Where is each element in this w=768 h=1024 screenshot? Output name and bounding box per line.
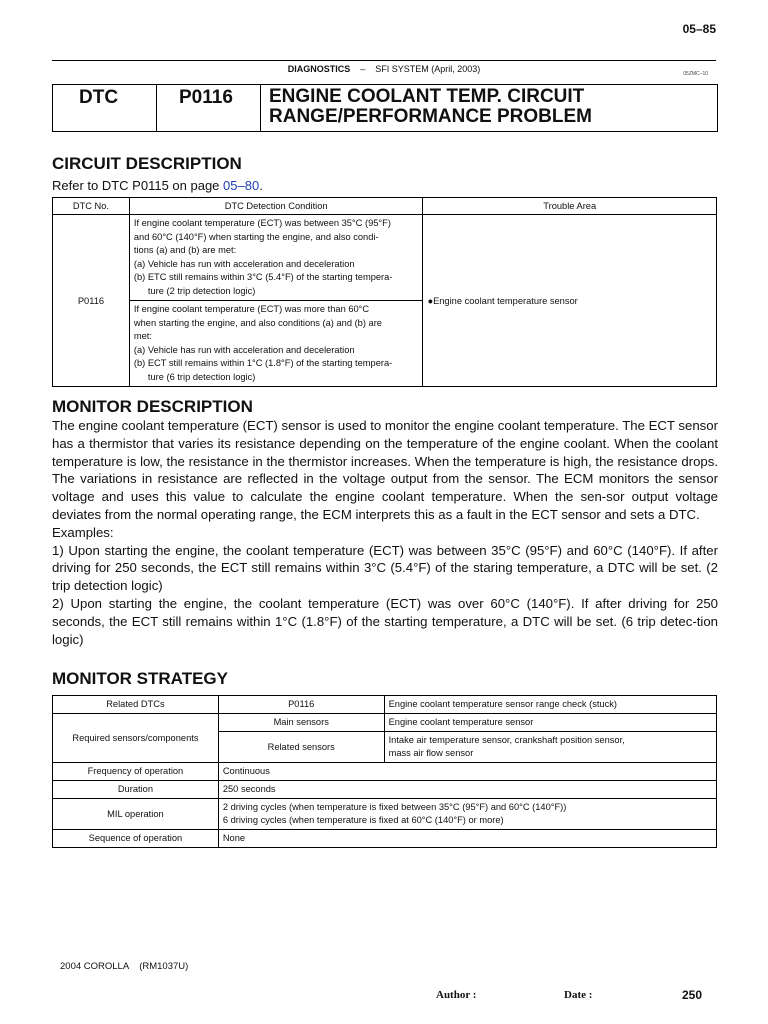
duration-value: 250 seconds xyxy=(218,781,716,799)
table-row xyxy=(53,714,717,732)
header-separator: – xyxy=(360,64,366,74)
monitor-strategy-heading: MONITOR STRATEGY xyxy=(52,669,228,688)
monitor-description-heading: MONITOR DESCRIPTION xyxy=(52,397,253,416)
dtc-number-cell: P0116 xyxy=(53,215,130,387)
example-1: 1) Upon starting the engine, the coolant temperature (ECT) was between 35°C (95°F) and 60°C (140°F). If after driving for 250 seconds, the ECT still remains within 3°C (5.4°F) of the staring temperature, a DTC will be set. (2 trip detection logic) xyxy=(52,542,718,594)
condition1-line: If engine coolant temperature (ECT) was between 35°C (95°F) xyxy=(133,218,391,228)
table-row xyxy=(53,830,717,848)
refer-prefix: Refer to DTC P0115 on page xyxy=(52,178,224,193)
dtc-label: DTC xyxy=(53,85,157,131)
circuit-description-heading: CIRCUIT DESCRIPTION xyxy=(52,154,242,173)
table-row xyxy=(53,696,717,714)
dtc-title-line2: RANGE/PERFORMANCE PROBLEM xyxy=(269,106,593,127)
condition2-line: If engine coolant temperature (ECT) was more than 60°C xyxy=(133,304,370,314)
condition2-line: met: xyxy=(133,331,152,341)
condition1-line: and 60°C (140°F) when starting the engine, and also condi- xyxy=(133,231,379,242)
footer-model: 2004 COROLLA (RM1037U) xyxy=(60,961,189,972)
sequence-label: Sequence of operation xyxy=(53,830,219,848)
bullet-icon: ● xyxy=(427,295,434,306)
refer-text xyxy=(52,178,263,193)
running-header xyxy=(0,64,768,74)
trouble-area-cell xyxy=(423,215,717,387)
related-sensors-label: Related sensors xyxy=(218,732,384,763)
dtc-condition-table xyxy=(52,197,717,387)
sequence-value: None xyxy=(218,830,716,848)
dtc-title-box xyxy=(52,84,718,132)
document-code: 05ZMC–10 xyxy=(683,71,708,77)
condition1-line: ture (2 trip detection logic) xyxy=(147,285,256,296)
col-header-dtc-no: DTC No. xyxy=(53,198,130,215)
subsection-name: SFI SYSTEM (April, 2003) xyxy=(375,64,481,74)
monitor-strategy-table xyxy=(52,695,717,848)
col-header-trouble-area: Trouble Area xyxy=(423,198,717,215)
trouble-area-text: Engine coolant temperature sensor xyxy=(433,295,578,306)
condition1-line: (a) Vehicle has run with acceleration and deceleration xyxy=(133,258,355,269)
related-dtcs-code: P0116 xyxy=(218,696,384,714)
related-dtcs-desc: Engine coolant temperature sensor range check (stuck) xyxy=(384,696,716,714)
condition2-line: ture (6 trip detection logic) xyxy=(147,371,256,382)
detection-condition-2 xyxy=(129,301,423,387)
related-sensors-value xyxy=(384,732,716,763)
related-dtcs-label: Related DTCs xyxy=(53,696,219,714)
condition1-line: tions (a) and (b) are met: xyxy=(133,245,237,255)
mil-line: 2 driving cycles (when temperature is fixed between 35°C (95°F) and 60°C (140°F)) xyxy=(222,802,567,812)
dtc-title xyxy=(261,85,717,131)
example-2: 2) Upon starting the engine, the coolant temperature (ECT) was over 60°C (140°F). If after driving for 250 seconds, the ECT still remains within 1°C (1.8°F) of the starting temperature, a DTC will be set. (6 trip detec-tion logic) xyxy=(52,595,718,647)
col-header-condition: DTC Detection Condition xyxy=(129,198,423,215)
frequency-label: Frequency of operation xyxy=(53,763,219,781)
mil-label: MIL operation xyxy=(53,799,219,830)
section-name: DIAGNOSTICS xyxy=(287,64,351,74)
table-row xyxy=(53,799,717,830)
examples-label: Examples: xyxy=(52,524,114,540)
condition1-line: (b) ETC still remains within 3°C (5.4°F) of the starting tempera- xyxy=(133,272,393,282)
related-sensors-line: Intake air temperature sensor, crankshaft position sensor, xyxy=(388,735,625,745)
footer-page-number: 250 xyxy=(682,988,703,1002)
refer-suffix: . xyxy=(259,178,263,193)
detection-condition-1 xyxy=(129,215,423,301)
table-row xyxy=(53,763,717,781)
description-paragraph: The engine coolant temperature (ECT) sensor is used to monitor the engine coolant temperature. The ECT sensor has a thermistor that varies its resistance depending on the temperature of the engine coolant. When the coolant temperature is low, the resistance in the thermistor increases. When the temperature is high, the resistance drops. The variations in resistance are reflected in the voltage output from the sensor. The ECM monitors the sensor voltage and uses this value to calculate the engine coolant temperature. When the sen-sor output voltage deviates from the normal operating range, the ECM interprets this as a fault in the ECT sensor and sets a DTC. xyxy=(52,418,718,522)
mil-line: 6 driving cycles (when temperature is fixed at 60°C (140°F) or more) xyxy=(222,815,504,825)
dtc-code: P0116 xyxy=(157,85,261,131)
required-sensors-label: Required sensors/components xyxy=(53,714,219,763)
condition2-line: when starting the engine, and also conditions (a) and (b) are xyxy=(133,317,382,328)
duration-label: Duration xyxy=(53,781,219,799)
condition2-line: (a) Vehicle has run with acceleration and deceleration xyxy=(133,344,355,355)
page-link[interactable]: 05–80 xyxy=(223,178,260,193)
condition2-line: (b) ECT still remains within 1°C (1.8°F) of the starting tempera- xyxy=(133,358,393,368)
dtc-title-line1: ENGINE COOLANT TEMP. CIRCUIT xyxy=(269,86,585,107)
page-number: 05–85 xyxy=(682,22,716,36)
monitor-description-body xyxy=(52,417,718,648)
main-sensors-value: Engine coolant temperature sensor xyxy=(384,714,716,732)
related-sensors-line: mass air flow sensor xyxy=(388,748,474,758)
main-sensors-label: Main sensors xyxy=(218,714,384,732)
mil-value xyxy=(218,799,716,830)
frequency-value: Continuous xyxy=(218,763,716,781)
footer-author-label: Author : xyxy=(436,989,477,1001)
table-row xyxy=(53,781,717,799)
header-rule xyxy=(52,60,716,61)
footer-date-label: Date : xyxy=(564,989,593,1001)
